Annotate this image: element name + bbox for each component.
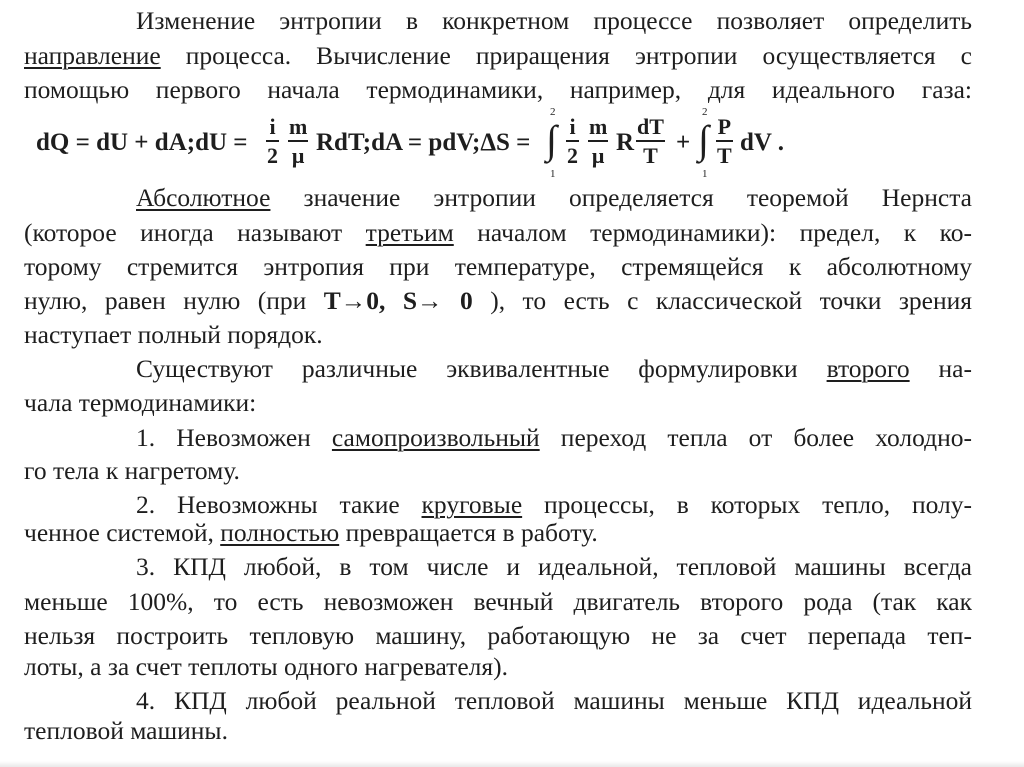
integral-sign: ∫	[546, 117, 557, 162]
para2-line1-text: значение энтропии определяется теоремой Нернста	[270, 183, 972, 212]
integral-2	[696, 106, 714, 180]
fraction-numerator: m	[289, 114, 308, 139]
para2-line2-text-b: началом термодинамики): предел, к ко-	[453, 218, 972, 247]
para1-line2-text: процесса. Вычисление приращения энтропии осуществляется с	[160, 41, 972, 70]
fraction-m-over-mu-b	[588, 116, 608, 167]
item4-line2-text: тепловой машины.	[24, 716, 228, 745]
fraction-m-over-mu	[288, 116, 308, 167]
item2-line1	[136, 490, 972, 520]
item4-line1-text: 4. КПД любой реальной тепловой машины меньше КПД идеальной	[136, 686, 972, 715]
fraction-bar	[716, 140, 733, 142]
formula-part3: R	[616, 129, 635, 156]
formula-part2: RdT;dA = pdV;ΔS =	[316, 129, 531, 156]
fraction-denominator: 2	[567, 143, 578, 168]
item3-line1	[136, 552, 972, 582]
para1-line3	[24, 75, 972, 105]
para1-line3-text: помощью первого начала термодинамики, например, для идеального газа:	[24, 75, 972, 104]
item3-line4-text: лоты, а за счет теплоты одного нагревателя).	[24, 652, 508, 681]
formula-part4: dV .	[740, 129, 785, 156]
integral-upper-limit: 2	[550, 106, 556, 118]
fraction-numerator: P	[717, 114, 732, 139]
para3-line1-text-b: на-	[909, 354, 972, 383]
entropy-formula	[36, 104, 796, 178]
para2-line5	[24, 320, 972, 350]
item4-line1	[136, 686, 972, 716]
para2-line2	[24, 218, 972, 248]
fraction-numerator: m	[589, 114, 608, 139]
underlined-word-absolute: Абсолютное	[136, 183, 271, 212]
item1-line1-text-b: переход тепла от более холодно-	[539, 423, 972, 452]
para1-line1	[136, 6, 972, 36]
fraction-numerator: i	[569, 114, 576, 139]
fraction-P-over-T	[716, 116, 733, 167]
underlined-word-second: второго	[826, 354, 910, 383]
integral-sign: ∫	[698, 117, 709, 162]
item2-line1-text-a: 2. Невозможны такие	[136, 490, 422, 519]
integral-1	[544, 106, 562, 180]
underlined-word-completely: полностью	[220, 518, 340, 547]
underlined-word-direction: направление	[24, 41, 161, 70]
fraction-denominator: μ	[291, 143, 305, 168]
para2-line5-text: наступает полный порядок.	[24, 320, 323, 349]
fraction-denominator: T	[643, 143, 658, 168]
fraction-denominator: T	[717, 143, 732, 168]
para2-line1	[136, 183, 972, 213]
para2-line4-text-c: ), то есть с классической точки зрения	[472, 286, 972, 315]
fraction-i-over-2-b	[566, 116, 579, 167]
fraction-denominator: 2	[267, 143, 278, 168]
para2-line3-text: торому стремится энтропия при температуре, стремящейся к абсолютному	[24, 252, 972, 281]
formula-part1: dQ = dU + dA;dU =	[36, 129, 248, 156]
integral-upper-limit: 2	[702, 106, 708, 118]
para1-line2	[24, 41, 972, 71]
item3-line3	[24, 621, 972, 651]
item3-line3-text: нельзя построить тепловую машину, работающую не за счет перепада теп-	[24, 621, 972, 650]
fraction-dT-over-T	[636, 116, 665, 167]
para2-line2-text-a: (которое иногда называют	[24, 218, 366, 247]
para2-line3	[24, 252, 972, 282]
fraction-i-over-2	[266, 116, 279, 167]
underlined-word-third: третьим	[365, 218, 454, 247]
para2-line4-text-a: нулю, равен нулю (при	[24, 286, 324, 315]
fraction-numerator: i	[269, 114, 276, 139]
para3-line1	[136, 354, 972, 384]
underlined-word-circular: круговые	[421, 490, 523, 519]
underlined-word-spontaneous: самопроизвольный	[331, 423, 540, 452]
item2-line2	[24, 518, 972, 548]
para2-line4	[24, 286, 972, 316]
item2-line2-text-a: ченное системой,	[24, 518, 221, 547]
item1-line1	[136, 423, 972, 453]
item3-line1-text: 3. КПД любой, в том числе и идеальной, тепловой машины всегда	[136, 552, 972, 581]
item1-line2	[24, 456, 972, 486]
integral-lower-limit: 1	[702, 168, 708, 180]
fraction-numerator: dT	[637, 114, 664, 139]
fraction-bar	[588, 140, 608, 142]
nernst-limit-expression: T→0, S→ 0	[323, 286, 473, 315]
fraction-bar	[266, 140, 279, 142]
item2-line2-text-b: превращается в работу.	[339, 518, 598, 547]
fraction-bar	[566, 140, 579, 142]
item3-line4	[24, 652, 972, 682]
fraction-denominator: μ	[591, 143, 605, 168]
item1-line1-text-a: 1. Невозможен	[136, 423, 332, 452]
fraction-bar	[636, 140, 665, 142]
para3-line2-text: чала термодинамики:	[24, 388, 257, 417]
item4-line2	[24, 716, 972, 746]
item1-line2-text: го тела к нагретому.	[24, 456, 240, 485]
item3-line2-text: меньше 100%, то есть невозможен вечный двигатель второго рода (так как	[24, 587, 972, 616]
integral-lower-limit: 1	[550, 168, 556, 180]
para1-line1-text: Изменение энтропии в конкретном процессе позволяет определить	[136, 6, 972, 35]
para3-line1-text-a: Существуют различные эквивалентные формулировки	[136, 354, 827, 383]
para3-line2	[24, 388, 972, 418]
item3-line2	[24, 587, 972, 617]
formula-plus: +	[676, 129, 691, 156]
fraction-bar	[288, 140, 308, 142]
item2-line1-text-b: процессы, в которых тепло, полу-	[522, 490, 972, 519]
